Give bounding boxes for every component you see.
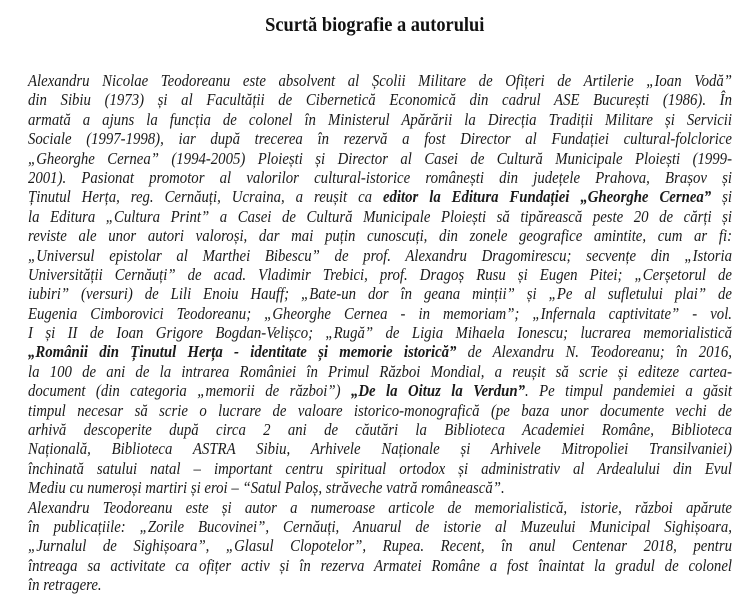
text-segment: Universității Cernăuți” de acad. Vladimir Trebici, prof. Dragoș Rusu și Eugen Pitei; „Cerșetorul de: [28, 264, 732, 284]
text-segment: din Sibiu (1973) și al Facultății de Cibernetică Economică din cadrul ASE București (1986). În: [28, 90, 732, 110]
text-line: [28, 246, 732, 265]
text-line-content: [28, 362, 732, 381]
text-line: [28, 556, 732, 575]
biography-text: [28, 71, 732, 595]
text-line: [28, 459, 732, 478]
text-segment: iubiri” (versuri) de Lili Enoiu Hauff; „Bate-un dor în geana minții” și „Pe al sufletului plai” de: [28, 284, 732, 304]
text-line-content: [28, 556, 732, 575]
text-line-content: [28, 381, 732, 400]
bold-title-text: „Românii din Ținutul Herța - identitate și memorie istorică”: [28, 342, 457, 362]
text-line-content: [28, 420, 732, 439]
text-segment: armată a ajuns la funcția de colonel în Ministerul Apărării la Direcția Tradiții Militare și Servicii: [28, 109, 732, 129]
text-line-content: [28, 342, 732, 361]
document-title: Scurtă biografie a autorului: [265, 14, 485, 36]
text-segment: în retragere.: [28, 575, 102, 595]
text-segment: în publicațiile: „Zorile Bucovinei”, Cernăuți, Anuarul de istorie al Muzeului Municipal Sighișoara,: [28, 516, 732, 536]
text-line-content: [28, 478, 505, 497]
text-line-content: [28, 439, 732, 458]
text-segment: la 100 de ani de la intrarea României în Primul Război Mondial, a reușit să scrie și editeze cartea-: [28, 361, 732, 381]
text-segment: Sociale (1997-1998), iar după trecerea în rezervă a fost Director al Fundației cultural-folclorice: [28, 129, 732, 149]
text-line-content: [28, 304, 732, 323]
text-segment: document (din categoria „memorii de război”): [28, 381, 351, 401]
text-line: [28, 71, 732, 90]
text-line: [28, 381, 732, 400]
text-line: [28, 478, 732, 497]
text-line: [28, 401, 732, 420]
text-line-content: [28, 226, 732, 245]
text-segment: Alexandru Nicolae Teodoreanu este absolvent al Școlii Militare de Ofițeri de Artilerie „Ioan Vodă”: [28, 71, 732, 90]
text-segment: . Pe timpul pandemiei a găsit: [524, 381, 732, 401]
text-line-content: [28, 517, 732, 536]
text-segment: Mediu cu numeroși martiri și eroi – “Satul Paloș, străveche vatră românească”.: [28, 478, 505, 498]
text-line: [28, 168, 732, 187]
text-segment: I și II de Ioan Grigore Bogdan-Velișco; „Rugă” de Ligia Mihaela Ionescu; lucrarea memorialistică: [28, 323, 732, 343]
text-line-content: [28, 71, 732, 90]
text-line: [28, 149, 732, 168]
text-line-content: [28, 90, 732, 109]
text-segment: Eugenia Cimborovici Teodoreanu; „Gheorghe Cernea - in memoriam”; „Infernala captivitate” - vol.: [28, 303, 732, 323]
text-line: [28, 226, 732, 245]
text-segment: Națională, Biblioteca ASTRA Sibiu, Arhivele Naționale și Arhivele Mitropoliei Transilvaniei): [28, 439, 732, 459]
text-segment: „Universul epistolar al Marthei Bibescu” de prof. Alexandru Dragomirescu; secvențe din „Istoria: [28, 245, 732, 265]
text-segment: „Jurnalul de Sighișoara”, „Glasul Clopotelor”, Rupea. Recent, în anul Centenar 2018, pentru: [28, 536, 732, 556]
text-line: [28, 420, 732, 439]
text-line-content: [28, 129, 732, 148]
text-line-content: [28, 284, 732, 303]
text-line: [28, 304, 732, 323]
text-segment: și: [711, 187, 732, 207]
text-segment: reviste ale unor autori valoroși, dar mai puțin cunoscuți, din zonele geografice amintite, cum ar fi:: [28, 226, 732, 246]
text-segment: întreaga sa activitate ca ofițer activ și în rezerva Armatei Române a fost înaintat la gradul de colonel: [28, 555, 732, 575]
text-line-content: [28, 265, 732, 284]
text-line-content: [28, 401, 732, 420]
text-segment: timpul necesar să scrie o lucrare de valoare istorico-monografică (pe baza unor documente vechi de: [28, 400, 732, 420]
text-line-content: [28, 498, 732, 517]
text-line-content: [28, 207, 732, 226]
text-segment: Ținutul Herța, reg. Cernăuți, Ucraina, a reușit ca: [28, 187, 383, 207]
text-line-content: [28, 536, 732, 555]
bold-title-text: editor la Editura Fundației „Gheorghe Cernea”: [382, 187, 712, 207]
text-line-content: [28, 149, 732, 168]
bold-title-text: „De la Oituz la Verdun”: [350, 381, 525, 401]
text-segment: arhivă descoperite după circa 2 ani de căutări la Biblioteca Academiei Române, Biblioteca: [28, 420, 732, 440]
text-line: [28, 323, 732, 342]
text-line: [28, 265, 732, 284]
text-line-content: [28, 323, 732, 342]
text-line-content: [28, 110, 732, 129]
text-line: [28, 517, 732, 536]
text-segment: Alexandru Teodoreanu este și autor a numeroase articole de memorialistică, istorie, război apărute: [28, 497, 732, 517]
text-segment: „Gheorghe Cernea” (1994-2005) Ploiești și Director al Casei de Cultură Municipale Ploiești (1999-: [28, 148, 732, 168]
text-line: [28, 284, 732, 303]
text-line-content: [28, 187, 732, 206]
text-line: [28, 207, 732, 226]
text-line: [28, 129, 732, 148]
text-line: [28, 575, 732, 594]
text-line-content: [28, 168, 732, 187]
text-line: [28, 498, 732, 517]
text-segment: 2001). Pasionat promotor al valorilor cultural-istorice românești din județele Prahova, Brașov și: [28, 167, 732, 187]
text-segment: închinată satului natal – important centru spiritual ortodox și administrativ al Ardealului din Evul: [28, 458, 732, 478]
text-line: [28, 439, 732, 458]
text-line: [28, 187, 732, 206]
text-line-content: [28, 246, 732, 265]
text-segment: la Editura „Cultura Print” a Casei de Cultură Municipale Ploiești să tipărească peste 20 de cărți și: [28, 206, 732, 226]
text-segment: de Alexandru N. Teodoreanu; în 2016,: [456, 342, 732, 362]
text-line-content: [28, 459, 732, 478]
text-line: [28, 110, 732, 129]
text-line: [28, 362, 732, 381]
text-line: [28, 342, 732, 361]
text-line-content: [28, 575, 102, 594]
text-line: [28, 90, 732, 109]
text-line: [28, 536, 732, 555]
